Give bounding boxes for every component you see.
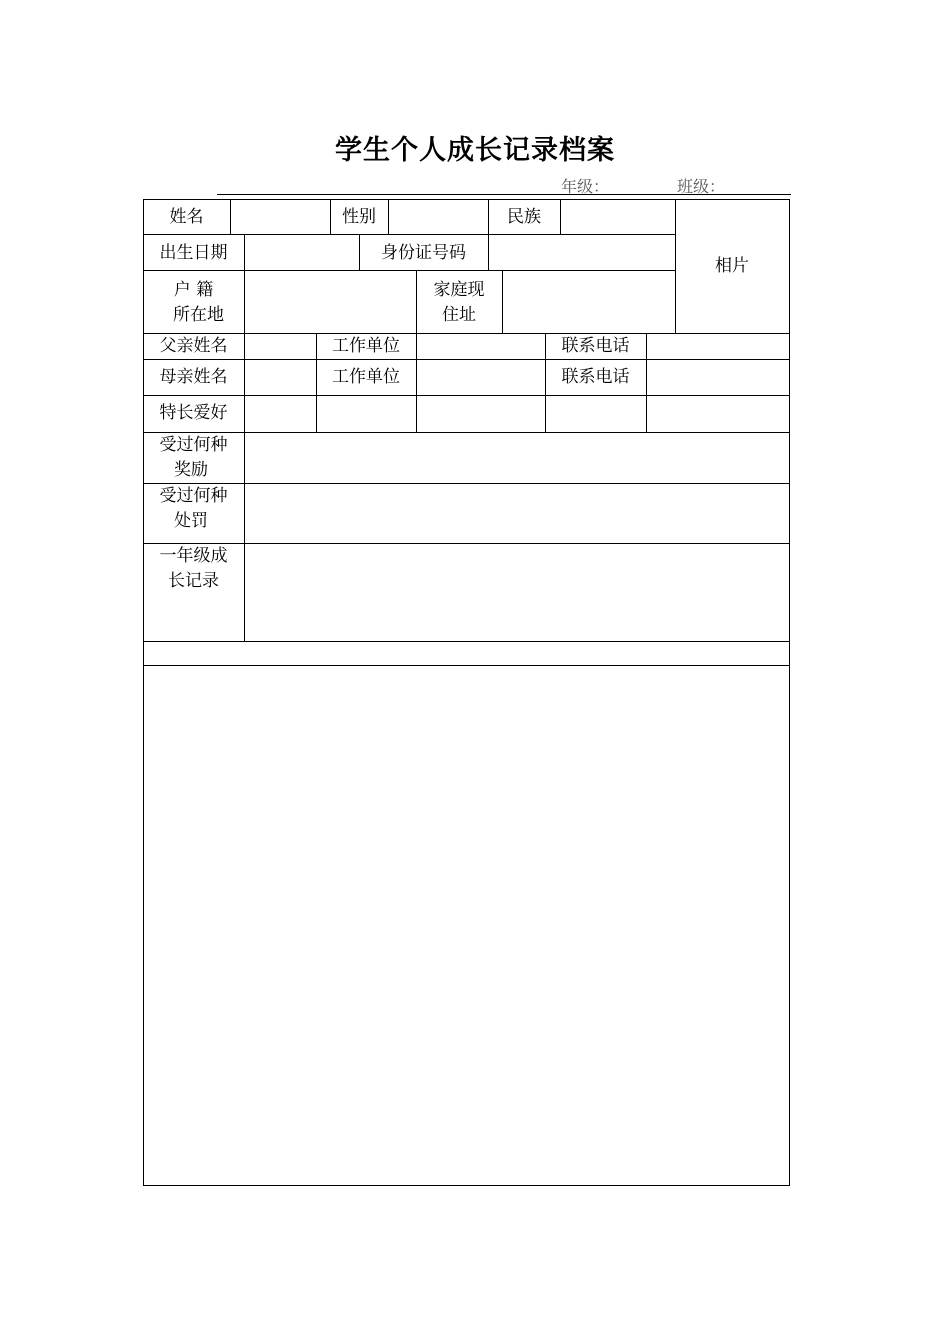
birth-date-label: 出生日期 [159, 243, 228, 263]
page-title: 学生个人成长记录档案 [335, 135, 615, 166]
blank-row[interactable] [144, 642, 789, 665]
name-label: 姓名 [169, 207, 204, 227]
punishment-label-line1: 受过何种 [159, 486, 228, 506]
id-number-label: 身份证号码 [381, 243, 466, 263]
photo-area[interactable] [676, 200, 789, 333]
grade-label: 年级： [561, 177, 610, 196]
gender-label: 性别 [342, 207, 376, 227]
photo-label: 相片 [715, 256, 749, 276]
mother-work-unit-label: 工作单位 [332, 367, 400, 387]
mother-phone-field[interactable] [647, 360, 789, 395]
ethnicity-field[interactable] [561, 200, 675, 234]
home-address-field[interactable] [503, 271, 675, 333]
ethnicity-label: 民族 [507, 207, 541, 227]
hukou-label-line2: 所在地 [173, 305, 224, 325]
class-label: 班级： [677, 177, 726, 196]
table-border-right [789, 199, 790, 1186]
grade1-record-label-line1: 一年级成 [159, 546, 228, 566]
hukou-label-line1: 户 籍 [173, 280, 214, 300]
birth-date-field[interactable] [245, 235, 359, 270]
id-number-field[interactable] [489, 235, 675, 270]
father-name-label: 父亲姓名 [159, 336, 228, 356]
father-phone-label: 联系电话 [561, 336, 630, 356]
hukou-field[interactable] [245, 271, 416, 333]
mother-work-unit-field[interactable] [417, 360, 545, 395]
father-name-field[interactable] [245, 334, 316, 359]
awards-field[interactable] [245, 433, 789, 483]
home-address-label-line1: 家庭现 [433, 280, 485, 300]
mother-name-label: 母亲姓名 [159, 367, 228, 387]
father-phone-field[interactable] [647, 334, 789, 359]
awards-label-line1: 受过何种 [159, 435, 228, 455]
mother-name-field[interactable] [245, 360, 316, 395]
awards-label-line2: 奖励 [174, 460, 208, 480]
hobbies-field[interactable] [245, 396, 789, 432]
grade1-record-label-line2: 长记录 [168, 571, 219, 591]
mother-phone-label: 联系电话 [561, 367, 630, 387]
punishment-field[interactable] [245, 484, 789, 543]
father-work-unit-field[interactable] [417, 334, 545, 359]
father-work-unit-label: 工作单位 [332, 336, 400, 356]
grade1-record-field[interactable] [245, 544, 789, 641]
table-border-bottom [143, 1185, 790, 1186]
notes-area[interactable] [144, 666, 789, 1185]
punishment-label-line2: 处罚 [174, 511, 208, 531]
home-address-label-line2: 住址 [442, 305, 476, 325]
name-field[interactable] [231, 200, 330, 234]
gender-field[interactable] [389, 200, 488, 234]
hobbies-label: 特长爱好 [159, 403, 228, 423]
